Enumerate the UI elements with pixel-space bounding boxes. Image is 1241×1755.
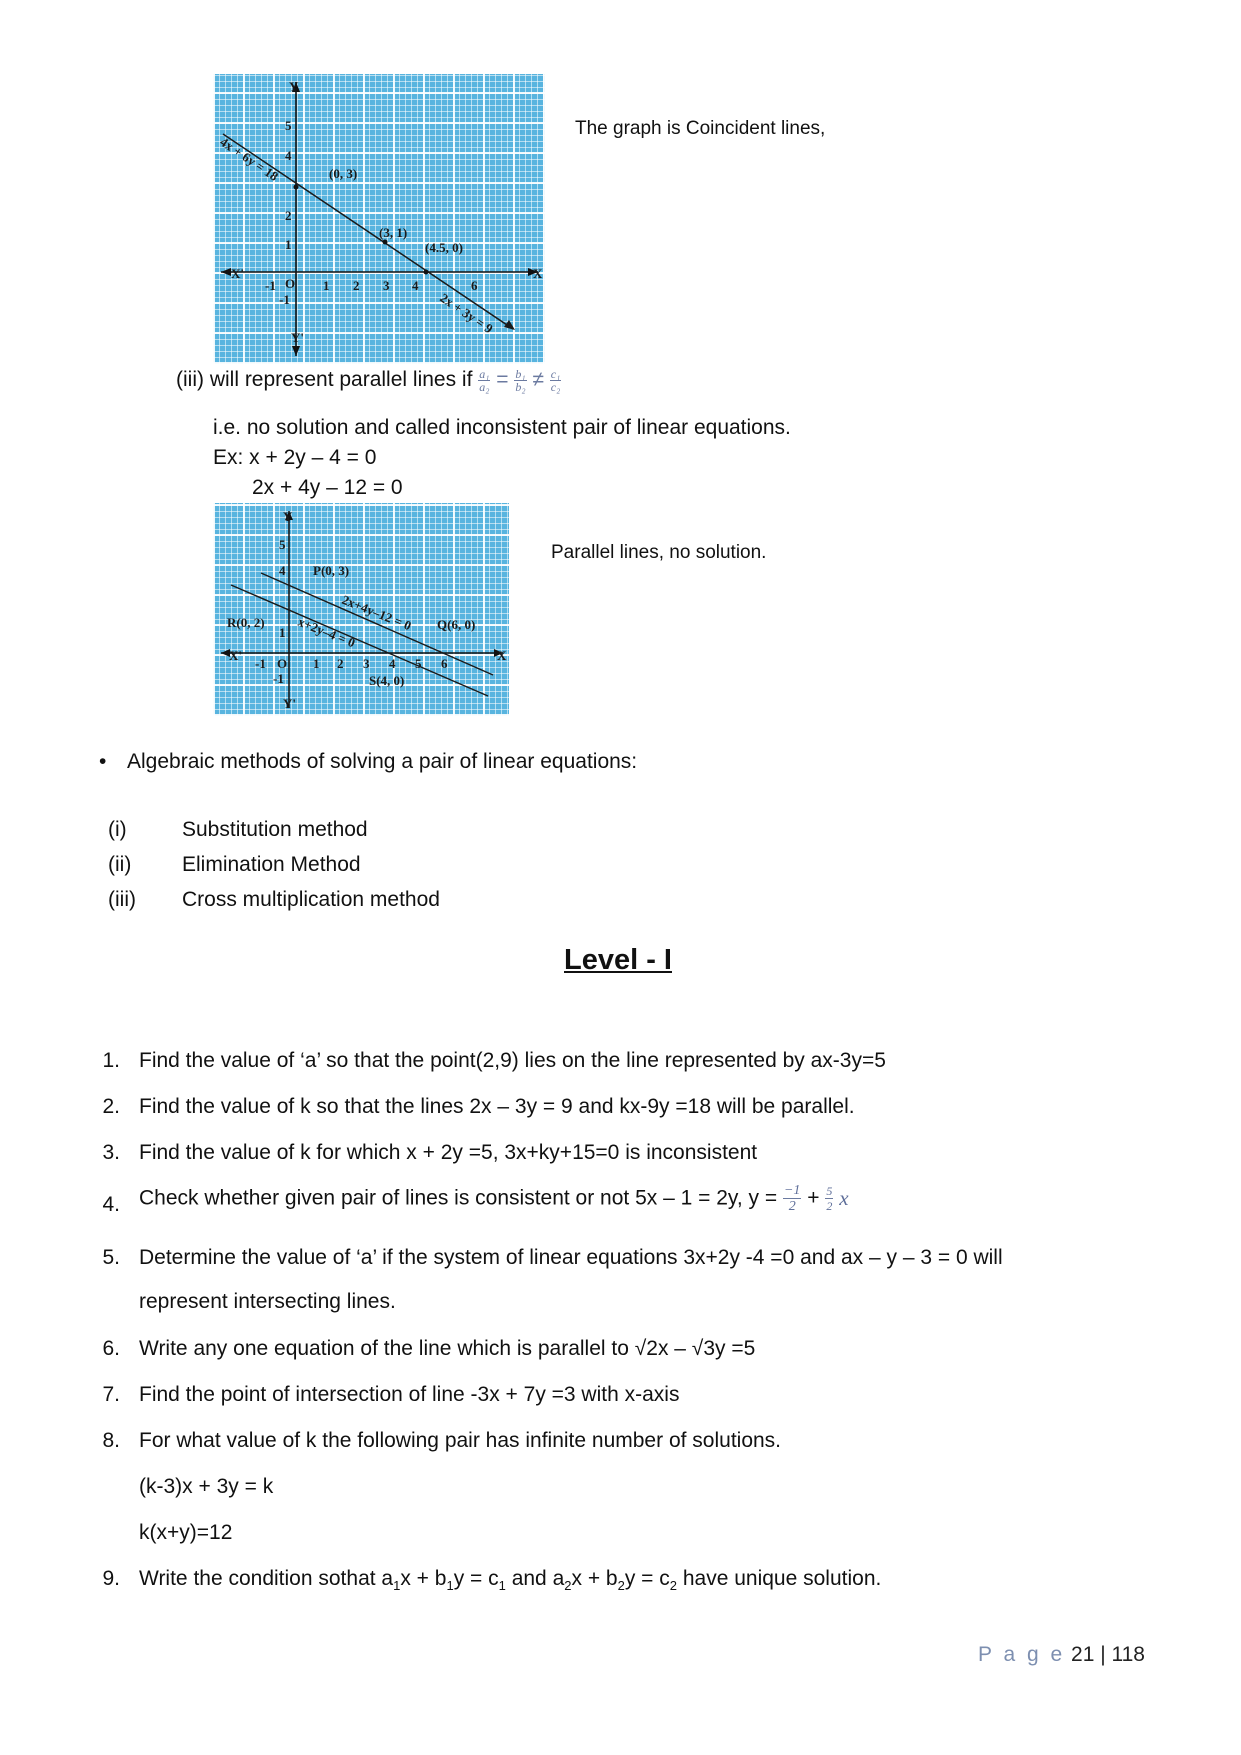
q9-part: x + b [571,1567,618,1590]
x-label-2: X [497,648,507,663]
point-label-4.5-0: (4.5, 0) [425,240,463,255]
subscript: 1 [498,1578,506,1594]
method-num: (iii) [108,888,136,911]
frac1-num: −1 [783,1183,801,1198]
question-number: 8. [102,1429,120,1452]
parallel-lines-graph [213,503,509,716]
y2-tick-1: 1 [279,625,286,640]
question-text: Find the point of intersection of line -3x + 7y =3 with x-axis [139,1383,680,1406]
y-tick-4: 4 [285,148,292,163]
method-label: Elimination Method [182,853,361,876]
b-ratio [514,368,526,393]
example-line-2: 2x + 4y – 12 = 0 [252,476,403,499]
x2-tick-3: 3 [363,656,370,671]
x2-tick-4: 4 [389,656,396,671]
graph1-caption: The graph is Coincident lines, [575,118,826,139]
q9-part: have unique solution. [677,1567,882,1590]
point-4.5-0 [424,270,429,275]
question-text: Find the value of ‘a’ so that the point(2,9) lies on the line represented by ax-3y=5 [139,1049,886,1072]
subscript: 1 [446,1578,454,1594]
frac2-den: 2 [826,1199,833,1213]
c2: c₂ [550,380,561,394]
x-tick-6: 6 [471,278,478,293]
parallel-condition [176,368,561,393]
x2-tick-6: 6 [441,656,448,671]
point-label-0-3: (0, 3) [329,166,358,181]
line-label-4x6y: 4x + 6y = 18 [217,134,282,184]
a1: a₁ [479,367,490,381]
x-label: X [533,266,543,281]
question-number: 6. [102,1337,120,1360]
y-tick-1: 1 [285,237,292,252]
page-word: P a g e [978,1643,1066,1666]
x-tick-neg1: -1 [265,278,276,293]
x2-tick-neg1: -1 [255,656,266,671]
question-number: 1. [102,1049,120,1072]
c1: c₁ [550,367,561,381]
method-label: Substitution method [182,818,368,841]
parallel-condition-text: (iii) will represent parallel lines if [176,368,473,392]
origin-label-2: O [277,656,288,671]
question-number: 5. [102,1246,120,1269]
x2-tick-5: 5 [415,656,422,671]
section-heading: Level - I [564,944,672,976]
question-text: Write any one equation of the line which is parallel to √2x – √3y =5 [139,1337,756,1360]
question-text: Find the value of k so that the lines 2x – 3y = 9 and kx-9y =18 will be parallel. [139,1095,855,1118]
method-num: (ii) [108,853,132,876]
subscript: 2 [617,1578,625,1594]
b2: b₂ [515,380,526,394]
y2-tick-neg1: -1 [273,671,284,686]
point-label-3-1: (3, 1) [379,225,408,240]
y-neg-label: Y' [291,330,304,345]
graph1-svg [213,74,545,364]
question-text: Check whether given pair of lines is consistent or not 5x – 1 = 2y, y = [139,1186,778,1210]
y2-tick-5: 5 [279,537,286,552]
q9-part: and a [505,1567,565,1590]
example-line-1: Ex: x + 2y – 4 = 0 [213,446,377,469]
q9-part: y = c [624,1567,670,1590]
point-3-1 [383,240,388,245]
frac1-den: 2 [788,1199,796,1214]
point-r-label: R(0, 2) [227,615,265,630]
question-text: For what value of k the following pair has infinite number of solutions. [139,1429,782,1452]
question-number: 2. [102,1095,120,1118]
question-number: 7. [102,1383,120,1406]
question-text-continued: represent intersecting lines. [139,1290,396,1313]
fraction-neg-half [783,1183,801,1214]
y2-tick-4: 4 [279,563,286,578]
line-label-2x4y: 2x+4y–12 = 0 [339,591,414,634]
y-label-2: Y [283,509,293,524]
point-0-3 [294,185,299,190]
subscript: 1 [393,1578,401,1594]
question-number: 9. [102,1567,120,1590]
x2-tick-2: 2 [337,656,344,671]
method-label: Cross multiplication method [182,888,440,911]
x-tick-2: 2 [353,278,360,293]
q9-part: Write the condition sothat a [139,1567,394,1590]
x-neg-label: X' [231,266,244,281]
y-tick-5: 5 [285,118,292,133]
x2-tick-1: 1 [313,656,320,671]
q9-part: x + b [400,1567,447,1590]
bullet-symbol: • [99,750,107,773]
subscript: 2 [564,1578,572,1594]
graph2-caption: Parallel lines, no solution. [551,542,767,563]
y-tick-2: 2 [285,208,292,223]
graph2-svg [213,503,509,716]
plus-sign: + [807,1186,820,1210]
point-p-label: P(0, 3) [313,563,350,578]
question-text-4 [139,1183,849,1214]
x-tick-1: 1 [323,278,330,293]
x-tick-4: 4 [412,278,419,293]
y-label: Y [289,79,299,94]
b1: b₁ [515,367,526,381]
x-neg-arrow [221,268,231,276]
point-q-label: Q(6, 0) [437,617,476,632]
question-text: Find the value of k for which x + 2y =5, 3x+ky+15=0 is inconsistent [139,1141,758,1164]
bullet-text: Algebraic methods of solving a pair of linear equations: [127,750,638,773]
line-label-2x3y: 2x + 3y = 9 [437,290,496,337]
subscript: 2 [669,1578,678,1594]
variable-x: x [839,1186,849,1210]
question-text: Determine the value of ‘a’ if the system of linear equations 3x+2y -4 =0 and ax – y – 3 = 0 will [139,1246,1003,1269]
line-label-x2y: x+2y–4 = 0 [295,613,358,651]
a-ratio [478,368,490,393]
q9-part: y = c [453,1567,499,1590]
equation-line: (k-3)x + 3y = k [139,1475,274,1498]
x-tick-3: 3 [383,278,390,293]
fraction-five-half [825,1184,833,1213]
y-neg-arrow [292,346,300,356]
c-ratio [550,368,562,393]
y-neg-label-2: Y' [283,696,296,711]
method-num: (i) [108,818,127,841]
origin-label: O [285,276,296,291]
inconsistent-text: i.e. no solution and called inconsistent pair of linear equations. [213,416,791,439]
x-neg-label-2: X' [229,648,242,663]
page-number: 21 | 118 [1071,1643,1145,1666]
not-equal-sign: ≠ [532,368,544,392]
question-text-9 [139,1567,881,1593]
line-arrow [504,320,515,330]
question-number: 4. [102,1193,120,1216]
question-number: 3. [102,1141,120,1164]
equals-sign: = [496,368,509,392]
coincident-lines-graph [213,74,545,364]
point-s-label: S(4, 0) [369,673,405,688]
frac2-num: 5 [826,1184,833,1198]
page-footer [978,1643,1145,1667]
y-tick-neg1: -1 [279,292,290,307]
a2: a₂ [479,380,490,394]
equation-line: k(x+y)=12 [139,1521,233,1544]
